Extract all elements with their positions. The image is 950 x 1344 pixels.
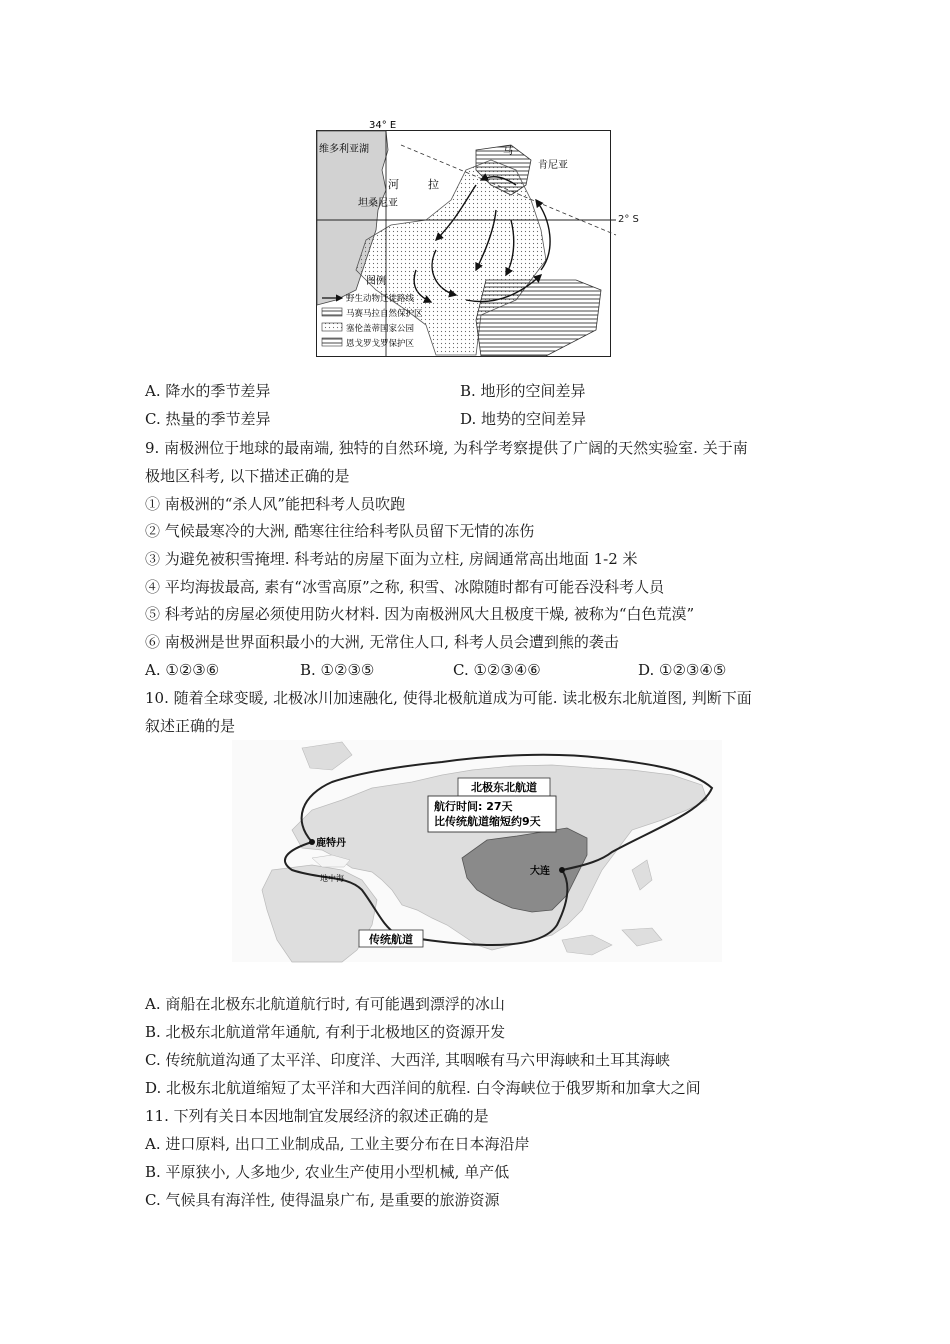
traditional-label: 传统航道 [369,933,413,946]
q10-stem-line2: 叙述正确的是 [145,717,236,735]
route-label: 北极东北航道 [471,781,537,794]
svg-text:恩戈罗戈罗保护区: 恩戈罗戈罗保护区 [346,339,415,349]
q8-option-a: A. 降水的季节差异 [145,382,271,400]
ma-label: 马 [503,146,513,157]
q9-option-d: D. ①②③④⑤ [638,661,727,679]
rotterdam-label: 鹿特丹 [316,838,346,849]
time-line2: 比传统航道缩短约9天 [434,815,541,828]
q9-item-1: ① 南极洲的“杀人风”能把科考人员吹跑 [145,495,406,513]
q9-item-3: ③ 为避免被积雪掩埋. 科考站的房屋下面为立柱, 房阔通常高出地面 1-2 米 [145,550,638,568]
q9-item-4: ④ 平均海拔最高, 素有“冰雪高原”之称, 积雪、冰隙随时都有可能吞没科考人员 [145,578,665,596]
dalian-label: 大连 [530,866,550,877]
tanzania-label: 坦桑尼亚 [358,198,398,209]
arctic-route-map [232,740,722,962]
q11-stem: 11. 下列有关日本因地制宜发展经济的叙述正确的是 [145,1107,489,1125]
svg-text:图例: 图例 [366,276,386,287]
q9-item-6: ⑥ 南极洲是世界面积最小的大洲, 无常住人口, 科考人员会遭到熊的袭击 [145,633,619,651]
q10-option-b: B. 北极东北航道常年通航, 有利于北极地区的资源开发 [145,1023,506,1041]
q8-option-d: D. 地势的空间差异 [460,410,587,428]
q10-option-c: C. 传统航道沟通了太平洋、印度洋、大西洋, 其咽喉有马六甲海峡和土耳其海峡 [145,1051,671,1069]
svg-text:野生动物迁徙路线: 野生动物迁徙路线 [346,294,415,304]
svg-text:马赛马拉自然保护区: 马赛马拉自然保护区 [346,309,423,319]
lake-label: 维多利亚湖 [319,144,369,155]
la-label: 拉 [428,178,439,191]
q9-option-c: C. ①②③④⑥ [453,661,541,679]
q9-item-5: ⑤ 科考站的房屋必须使用防火材料. 因为南极洲风大且极度干燥, 被称为“白色荒漠” [145,605,695,623]
lon-label: 34° E [369,120,397,131]
q10-stem-line1: 10. 随着全球变暖, 北极冰川加速融化, 使得北极航道成为可能. 读北极东北航道图, 判断下面 [145,689,752,707]
q8-option-b: B. 地形的空间差异 [460,382,586,400]
q10-option-d: D. 北极东北航道缩短了太平洋和大西洋间的航程. 白令海峡位于俄罗斯和加拿大之间 [145,1079,701,1097]
q9-stem-line2: 极地区科考, 以下描述正确的是 [145,467,350,485]
q9-stem-line1: 9. 南极洲位于地球的最南端, 独特的自然环境, 为科学考察提供了广阔的天然实验室. 关于南 [145,439,748,457]
med-label: 地中海 [320,874,344,883]
q8-option-c: C. 热量的季节差异 [145,410,271,428]
q9-option-b: B. ①②③⑤ [300,661,375,679]
q11-option-c: C. 气候具有海洋性, 使得温泉广布, 是重要的旅游资源 [145,1191,500,1209]
q9-option-a: A. ①②③⑥ [145,661,220,679]
he-label: 河 [388,178,399,191]
time-line1: 航行时间: 27天 [434,800,513,813]
q11-option-a: A. 进口原料, 出口工业制成品, 工业主要分布在日本海沿岸 [145,1135,530,1153]
q11-option-b: B. 平原狭小, 人多地少, 农业生产使用小型机械, 单产低 [145,1163,510,1181]
q10-option-a: A. 商船在北极东北航道航行时, 有可能遇到漂浮的冰山 [145,995,505,1013]
lat-label: 2° S [618,214,639,225]
q9-item-2: ② 气候最寒冷的大洲, 酷寒往往给科考队员留下无情的冻伤 [145,522,535,540]
migration-map [316,120,626,358]
svg-text:塞伦盖蒂国家公园: 塞伦盖蒂国家公园 [346,324,415,334]
kenya-label: 肯尼亚 [538,160,568,171]
